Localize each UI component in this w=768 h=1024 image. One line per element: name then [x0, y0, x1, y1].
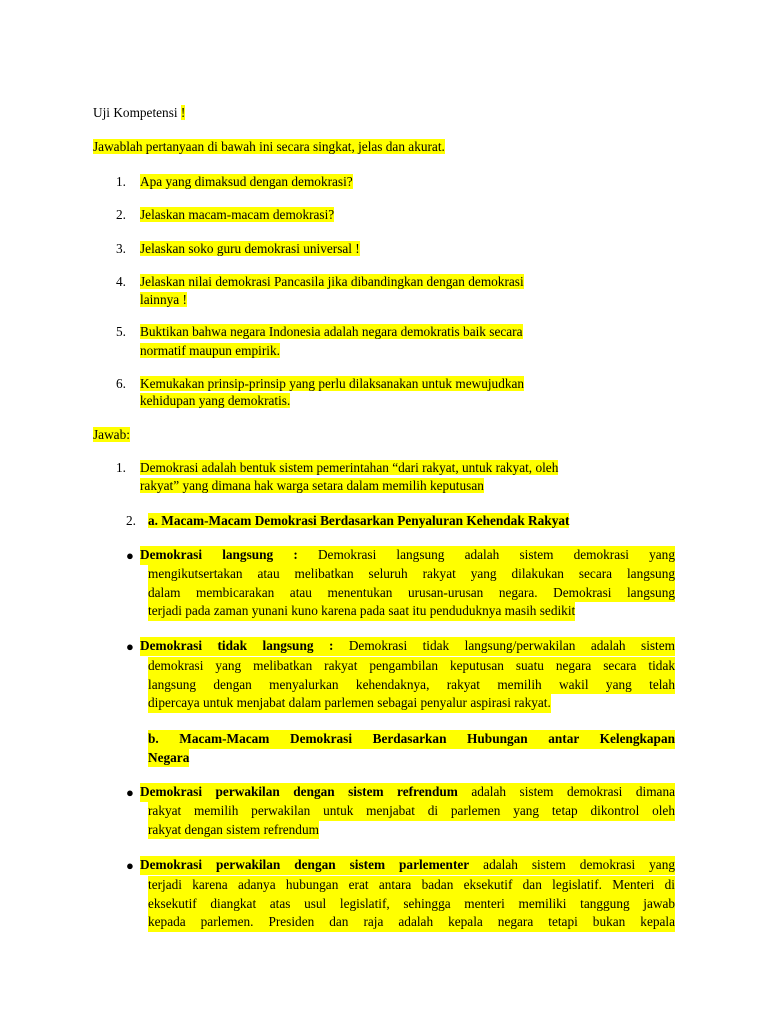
- question-item: Jelaskan soko guru demokrasi universal !: [140, 241, 360, 256]
- question-item: Apa yang dimaksud dengan demokrasi?: [140, 174, 353, 189]
- answer-number: 2.: [126, 513, 136, 528]
- bullet-item-body: mengikutsertakan atau melibatkan seluruh rakyat yang dilakukan secara langsung dalam membicarakan atau menentukan urusan-urusan negara. Demokrasi langsung terjadi pada zaman yunani kuno karena pada saat itu penduduknya masih sedikit: [148, 565, 675, 621]
- bullet-icon: ●: [126, 639, 134, 654]
- question-number: 3.: [116, 241, 126, 256]
- answer-item-cont: rakyat” yang dimana hak warga setara dalam memilih keputusan: [140, 478, 484, 493]
- question-item-cont: normatif maupun empirik.: [140, 343, 280, 358]
- question-item: Jelaskan nilai demokrasi Pancasila jika dibandingkan dengan demokrasi: [140, 274, 524, 289]
- document-title: [93, 104, 185, 121]
- bullet-item-body: terjadi karena adanya hubungan erat antara badan eksekutif dan legislatif. Menteri di eksekutif diangkat atas usul legislatif, sehingga menteri memiliki tanggung jawab kepada parlemen. Presiden dan raja adalah kepala negara tetapi bukan kepala: [148, 876, 675, 932]
- answer-item: Demokrasi adalah bentuk sistem pemerintahan “dari rakyat, untuk rakyat, oleh: [140, 460, 559, 475]
- answer-number: 1.: [116, 460, 126, 475]
- question-item-cont: kehidupan yang demokratis.: [140, 393, 291, 408]
- bullet-item-body: rakyat memilih perwakilan untuk menjabat di parlemen yang tetap dikontrol oleh rakyat dengan sistem refrendum: [148, 802, 675, 839]
- title-text: Uji Kompetensi: [93, 105, 178, 120]
- question-item: Kemukakan prinsip-prinsip yang perlu dilaksanakan untuk mewujudkan: [140, 376, 525, 391]
- instruction: Jawablah pertanyaan di bawah ini secara singkat, jelas dan akurat.: [93, 139, 445, 154]
- title-mark: !: [180, 105, 186, 120]
- bullet-item: Demokrasi tidak langsung : Demokrasi tidak langsung/perwakilan adalah sistem: [140, 637, 675, 656]
- question-number: 6.: [116, 376, 126, 391]
- question-item: Buktikan bahwa negara Indonesia adalah negara demokratis baik secara: [140, 324, 523, 339]
- question-number: 1.: [116, 174, 126, 189]
- question-item: Jelaskan macam-macam demokrasi?: [140, 207, 335, 222]
- question-number: 2.: [116, 207, 126, 222]
- question-number: 5.: [116, 324, 126, 339]
- bullet-icon: ●: [126, 785, 134, 800]
- bullet-item: Demokrasi perwakilan dengan sistem refrendum adalah sistem demokrasi dimana: [140, 783, 675, 802]
- bullet-item: Demokrasi perwakilan dengan sistem parlementer adalah sistem demokrasi yang: [140, 856, 675, 875]
- question-item-cont: lainnya !: [140, 292, 187, 307]
- bullet-item: Demokrasi langsung : Demokrasi langsung adalah sistem demokrasi yang: [140, 546, 675, 565]
- bullet-icon: ●: [126, 548, 134, 563]
- answer-label: Jawab:: [93, 427, 130, 442]
- bullet-item-body: demokrasi yang melibatkan rakyat pengambilan keputusan suatu negara secara tidak langsung dengan menyalurkan kehendaknya, rakyat memilih wakil yang telah dipercaya untuk menjabat dalam parlemen sebagai penyalur aspirasi rakyat.: [148, 657, 675, 713]
- section-heading-a: a. Macam-Macam Demokrasi Berdasarkan Penyaluran Kehendak Rakyat: [148, 513, 570, 528]
- section-heading-b: b. Macam-Macam Demokrasi Berdasarkan Hubungan antar Kelengkapan Negara: [148, 730, 675, 767]
- bullet-icon: ●: [126, 858, 134, 873]
- question-number: 4.: [116, 274, 126, 289]
